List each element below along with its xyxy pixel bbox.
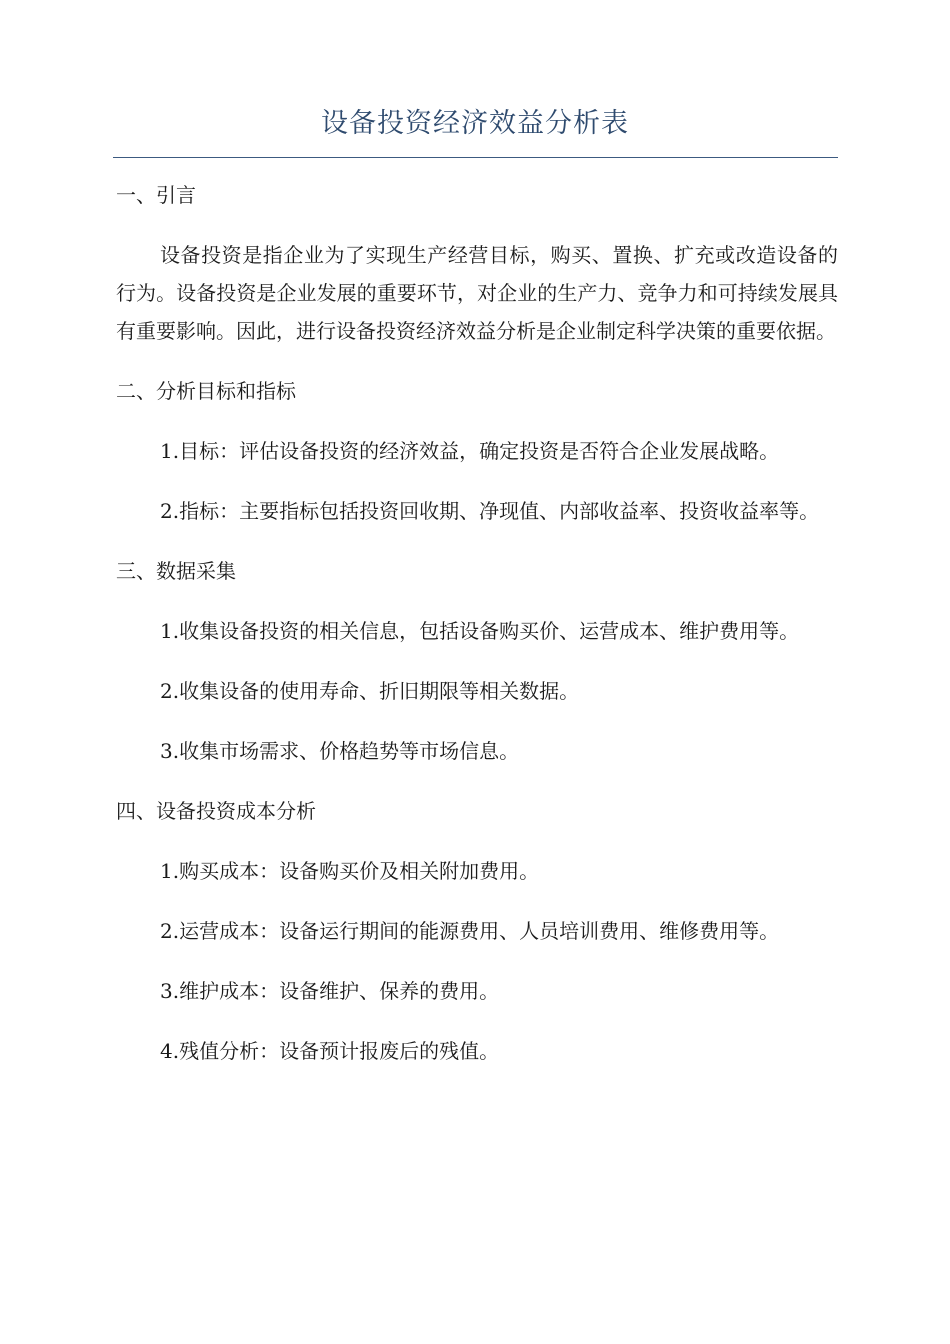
list-item: 1.购买成本：设备购买价及相关附加费用。: [160, 859, 540, 883]
list-item: 2.收集设备的使用寿命、折旧期限等相关数据。: [160, 679, 580, 703]
section-cost-analysis: [116, 792, 838, 1070]
section-heading: 二、分析目标和指标: [116, 379, 296, 403]
section-data-collection: [116, 552, 838, 770]
section-heading: 一、引言: [116, 183, 196, 207]
list-item: 3.维护成本：设备维护、保养的费用。: [160, 979, 500, 1003]
section-heading: 三、数据采集: [116, 559, 236, 583]
list-item: 1.收集设备投资的相关信息，包括设备购买价、运营成本、维护费用等。: [160, 619, 800, 643]
list-item: 2.运营成本：设备运行期间的能源费用、人员培训费用、维修费用等。: [160, 919, 780, 943]
section-paragraph: 设备投资是指企业为了实现生产经营目标，购买、置换、扩充或改造设备的行为。设备投资是企业发展的重要环节，对企业的生产力、竞争力和可持续发展具有重要影响。因此，进行设备投资经济效益分析是企业制定科学决策的重要依据。: [116, 243, 838, 343]
list-item: 1.目标：评估设备投资的经济效益，确定投资是否符合企业发展战略。: [160, 439, 780, 463]
section-heading: 四、设备投资成本分析: [116, 799, 316, 823]
title-divider: [113, 157, 838, 158]
document-title: 设备投资经济效益分析表: [321, 108, 629, 139]
section-goals-and-metrics: [116, 372, 838, 530]
list-item: 4.残值分析：设备预计报废后的残值。: [160, 1039, 500, 1063]
document-body: [116, 176, 838, 1070]
list-item: 3.收集市场需求、价格趋势等市场信息。: [160, 739, 520, 763]
section-introduction: [116, 176, 838, 350]
list-item: 2.指标：主要指标包括投资回收期、净现值、内部收益率、投资收益率等。: [160, 499, 820, 523]
